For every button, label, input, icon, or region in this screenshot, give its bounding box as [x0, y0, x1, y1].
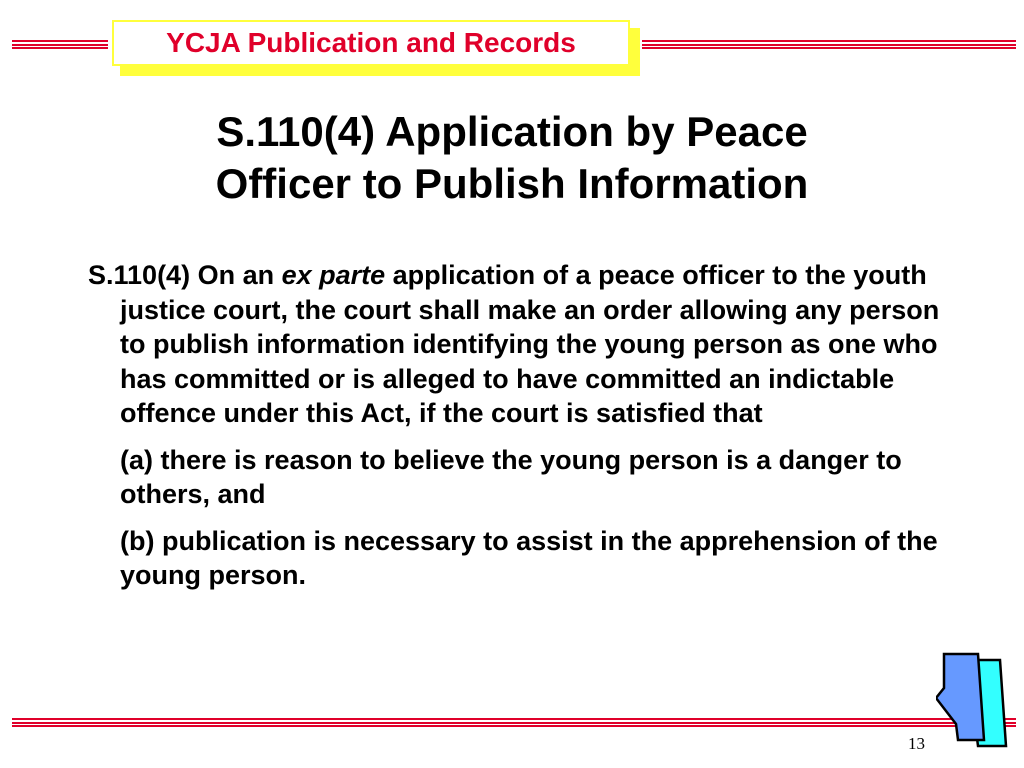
footer-rule	[12, 718, 1016, 727]
statute-paragraph	[88, 258, 944, 431]
alberta-main-shape	[936, 654, 984, 740]
banner-box	[112, 20, 630, 66]
header-banner	[112, 20, 640, 76]
clause-b: (b) publication is necessary to assist in the apprehension of the young person.	[120, 525, 938, 590]
page-title	[40, 106, 984, 210]
page-title-line-1: S.110(4) Application by Peace	[216, 108, 808, 155]
slide-body	[88, 258, 944, 593]
clause-a: (a) there is reason to believe the young person is a danger to others, and	[120, 444, 902, 509]
header-rule-left	[12, 40, 108, 49]
paragraph-rest: application of a peace officer to the youth justice court, the court shall make an order allowing any person to publish information identifying the young person as one who has committed or is alleged to have committed an indictable offence under this Act, if the court is satisfied that	[120, 260, 940, 428]
paragraph-lead: S.110(4) On an	[88, 260, 282, 290]
header-rule-right	[642, 40, 1016, 49]
alberta-province-icon	[936, 652, 1008, 752]
slide-number: 13	[908, 734, 925, 753]
page-title-line-2: Officer to Publish Information	[215, 160, 809, 207]
banner-title: YCJA Publication and Records	[166, 27, 576, 58]
paragraph-italic-term: ex parte	[281, 260, 386, 290]
